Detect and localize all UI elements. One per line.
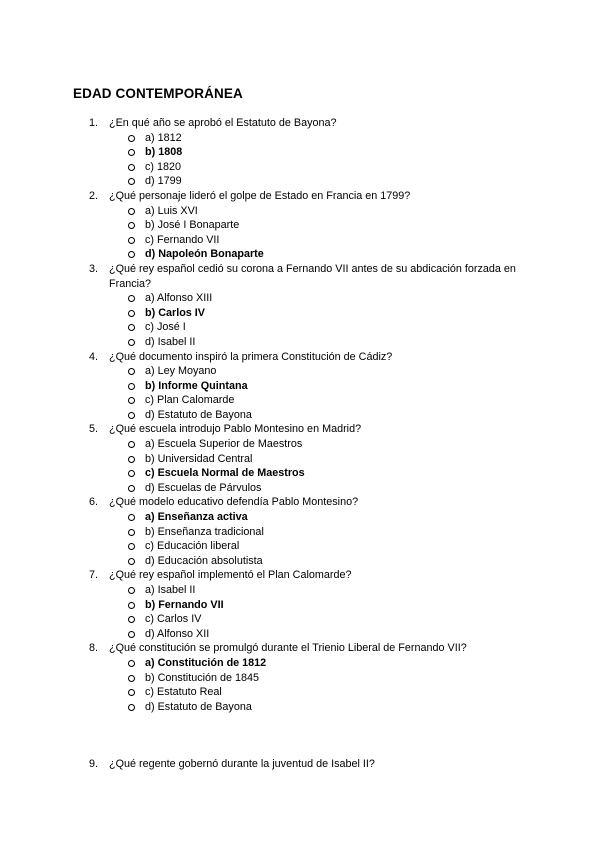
correct-option-text: c) Escuela Normal de Maestros xyxy=(145,467,305,480)
question-8 xyxy=(0,641,600,714)
circle-bullet-icon xyxy=(128,368,135,375)
question-text: ¿En qué año se aprobó el Estatuto de Bayona? xyxy=(109,117,337,129)
option-text: d) Alfonso XII xyxy=(145,627,210,640)
option-item xyxy=(0,160,600,175)
option-item xyxy=(0,466,600,481)
option-item xyxy=(0,612,600,627)
page-title: EDAD CONTEMPORÁNEA xyxy=(73,86,243,101)
option-text: b) José I Bonaparte xyxy=(145,219,240,232)
option-item xyxy=(0,452,600,467)
option-text: a) Luis XVI xyxy=(145,204,198,217)
question-number: 2. xyxy=(89,189,99,202)
question-4 xyxy=(0,350,600,423)
circle-bullet-icon xyxy=(128,135,135,142)
circle-bullet-icon xyxy=(128,222,135,229)
correct-option-text: b) Fernando VII xyxy=(145,598,224,611)
circle-bullet-icon xyxy=(128,310,135,317)
option-item xyxy=(0,583,600,598)
option-text: b) Enseñanza tradicional xyxy=(145,525,264,538)
option-item xyxy=(0,598,600,613)
question-number: 5. xyxy=(89,423,99,436)
circle-bullet-icon xyxy=(128,558,135,565)
circle-bullet-icon xyxy=(128,383,135,390)
circle-bullet-icon xyxy=(128,704,135,711)
question-number: 6. xyxy=(89,496,99,509)
option-text: a) 1812 xyxy=(145,131,182,144)
option-item xyxy=(0,671,600,686)
question-text: ¿Qué personaje lideró el golpe de Estado en Francia en 1799? xyxy=(109,189,411,202)
option-text: d) Educación absolutista xyxy=(145,554,263,567)
option-item xyxy=(0,510,600,525)
circle-bullet-icon xyxy=(128,616,135,623)
question-text: ¿Qué rey español cedió su corona a Fernando VII antes de su abdicación forzada en Francia? xyxy=(109,262,516,290)
option-text: d) Escuelas de Párvulos xyxy=(145,481,262,494)
circle-bullet-icon xyxy=(128,339,135,346)
option-item xyxy=(0,481,600,496)
option-text: a) Escuela Superior de Maestros xyxy=(145,438,303,451)
correct-option-text: b) Informe Quintana xyxy=(145,379,248,392)
correct-option-text: b) 1808 xyxy=(145,146,183,159)
option-item xyxy=(0,685,600,700)
question-text: ¿Qué modelo educativo defendía Pablo Montesino? xyxy=(109,496,359,509)
circle-bullet-icon xyxy=(128,660,135,667)
question-9 xyxy=(0,757,600,772)
question-text: ¿Qué rey español implementó el Plan Calomarde? xyxy=(109,569,352,582)
circle-bullet-icon xyxy=(128,295,135,302)
option-item xyxy=(0,247,600,262)
question-text: ¿Qué escuela introdujo Pablo Montesino en Madrid? xyxy=(109,423,362,436)
option-text: d) Estatuto de Bayona xyxy=(145,700,252,713)
option-item xyxy=(0,554,600,569)
option-text: a) Isabel II xyxy=(145,584,196,596)
option-item xyxy=(0,145,600,160)
option-text: c) Plan Calomarde xyxy=(145,394,235,407)
option-text: b) Universidad Central xyxy=(145,452,253,465)
circle-bullet-icon xyxy=(128,324,135,331)
question-2 xyxy=(0,189,600,262)
option-item xyxy=(0,291,600,306)
question-1 xyxy=(0,116,600,189)
circle-bullet-icon xyxy=(128,543,135,550)
question-text: ¿Qué documento inspiró la primera Constitución de Cádiz? xyxy=(109,350,393,363)
correct-option-text: a) Constitución de 1812 xyxy=(145,656,267,669)
option-text: a) Alfonso XIII xyxy=(145,292,213,305)
option-item xyxy=(0,627,600,642)
circle-bullet-icon xyxy=(128,631,135,638)
option-item xyxy=(0,393,600,408)
circle-bullet-icon xyxy=(128,164,135,171)
question-number: 4. xyxy=(89,350,99,363)
question-number: 7. xyxy=(89,569,99,582)
option-item xyxy=(0,174,600,189)
option-item xyxy=(0,539,600,554)
question-6 xyxy=(0,495,600,568)
question-number: 1. xyxy=(89,117,99,129)
option-item xyxy=(0,306,600,321)
spacer xyxy=(0,714,600,757)
circle-bullet-icon xyxy=(128,412,135,419)
circle-bullet-icon xyxy=(128,587,135,594)
circle-bullet-icon xyxy=(128,602,135,609)
option-text: c) Fernando VII xyxy=(145,233,220,246)
option-item xyxy=(0,218,600,233)
option-item xyxy=(0,335,600,350)
option-item xyxy=(0,364,600,379)
option-text: d) Estatuto de Bayona xyxy=(145,408,252,421)
option-item xyxy=(0,131,600,146)
question-list xyxy=(0,116,600,772)
question-number: 3. xyxy=(89,262,99,275)
circle-bullet-icon xyxy=(128,251,135,258)
option-item xyxy=(0,204,600,219)
option-text: d) Isabel II xyxy=(145,335,196,348)
option-text: d) 1799 xyxy=(145,175,182,188)
correct-option-text: b) Carlos IV xyxy=(145,306,205,319)
option-item xyxy=(0,408,600,423)
circle-bullet-icon xyxy=(128,514,135,521)
circle-bullet-icon xyxy=(128,529,135,536)
circle-bullet-icon xyxy=(128,397,135,404)
option-text: c) Estatuto Real xyxy=(145,686,222,699)
option-text: c) Carlos IV xyxy=(145,613,202,626)
option-text: a) Ley Moyano xyxy=(145,365,217,378)
question-number: 8. xyxy=(89,642,99,655)
option-text: b) Constitución de 1845 xyxy=(145,671,260,684)
question-text: ¿Qué regente gobernó durante la juventud de Isabel II? xyxy=(109,758,375,771)
circle-bullet-icon xyxy=(128,470,135,477)
circle-bullet-icon xyxy=(128,237,135,244)
question-7 xyxy=(0,568,600,641)
circle-bullet-icon xyxy=(128,456,135,463)
circle-bullet-icon xyxy=(128,178,135,185)
circle-bullet-icon xyxy=(128,441,135,448)
circle-bullet-icon xyxy=(128,485,135,492)
circle-bullet-icon xyxy=(128,689,135,696)
option-text: c) Educación liberal xyxy=(145,540,240,553)
question-text: ¿Qué constitución se promulgó durante el Trienio Liberal de Fernando VII? xyxy=(109,642,467,655)
option-item xyxy=(0,437,600,452)
question-3 xyxy=(0,262,600,350)
question-5 xyxy=(0,422,600,495)
option-item xyxy=(0,233,600,248)
option-text: c) José I xyxy=(145,321,186,334)
circle-bullet-icon xyxy=(128,149,135,156)
option-item xyxy=(0,656,600,671)
option-text: c) 1820 xyxy=(145,160,182,173)
option-item xyxy=(0,700,600,715)
circle-bullet-icon xyxy=(128,208,135,215)
correct-option-text: a) Enseñanza activa xyxy=(145,511,248,524)
question-number: 9. xyxy=(89,758,99,771)
option-item xyxy=(0,379,600,394)
option-item xyxy=(0,525,600,540)
option-item xyxy=(0,320,600,335)
correct-option-text: d) Napoleón Bonaparte xyxy=(145,248,264,261)
circle-bullet-icon xyxy=(128,675,135,682)
